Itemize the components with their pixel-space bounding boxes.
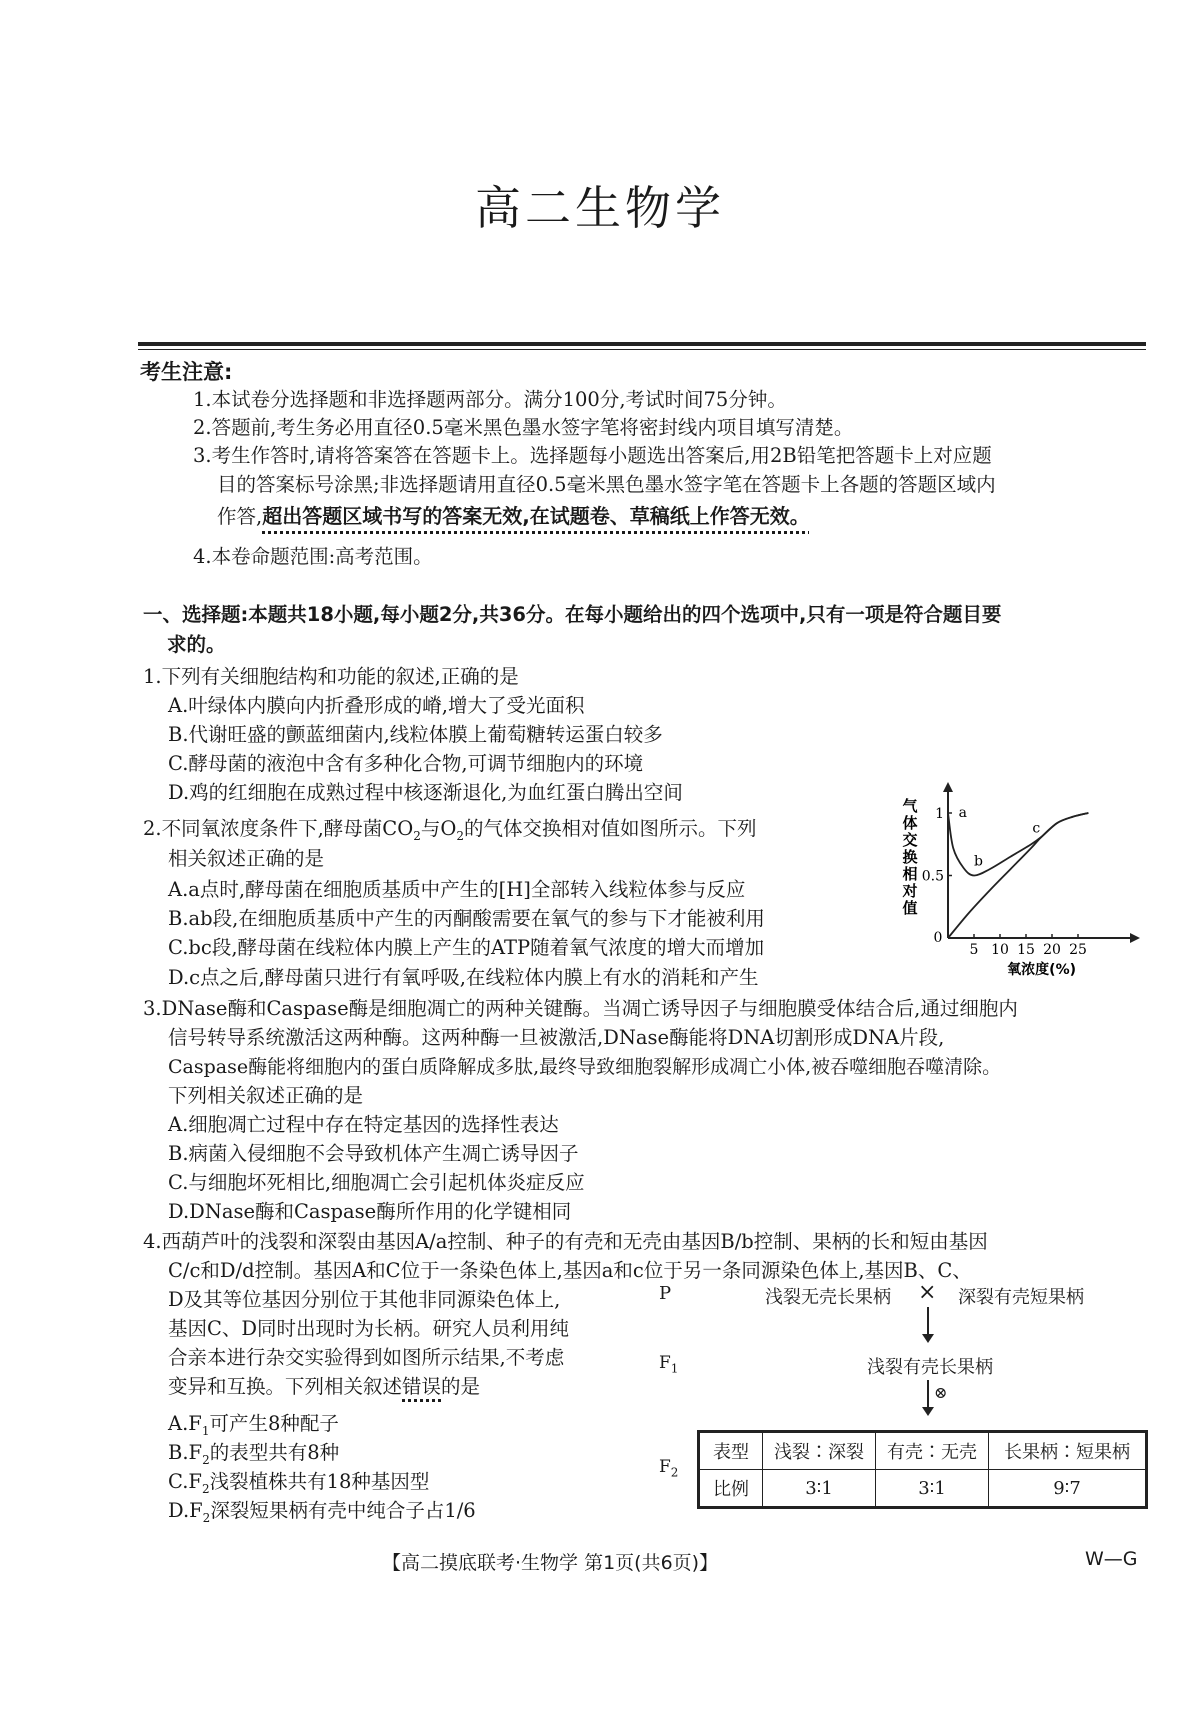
question-stem-cont: D及其等位基因分别位于其他非同源染色体上, <box>168 1288 561 1311</box>
subscript: 2 <box>456 828 464 843</box>
option-text: 浅裂植株共有18种基因型 <box>209 1470 430 1493</box>
table-row <box>699 1470 1147 1508</box>
question-stem: 1.下列有关细胞结构和功能的叙述,正确的是 <box>143 665 519 688</box>
question-stem: 3.DNase酶和Caspase酶是细胞凋亡的两种关键酶。当凋亡诱导因子与细胞膜受体结合后,通过细胞内 <box>143 997 1018 1020</box>
option: D.DNase酶和Caspase酶所作用的化学键相同 <box>168 1200 572 1223</box>
stem-part: 的气体交换相对值如图所示。下列 <box>464 817 757 840</box>
point-label: a <box>958 805 967 821</box>
question-stem-cont: 信号转导系统激活这两种酶。这两种酶一旦被激活,DNase酶能将DNA切割形成DNA片段, <box>168 1026 945 1049</box>
divider <box>138 349 1146 350</box>
subscript: 2 <box>201 1481 210 1496</box>
question-stem-cont <box>168 1373 480 1401</box>
y-tick-label: 0 <box>933 930 943 946</box>
x-axis-arrow <box>1130 933 1140 943</box>
option-text: 的表型共有8种 <box>209 1441 340 1464</box>
option: A.细胞凋亡过程中存在特定基因的选择性表达 <box>168 1113 559 1136</box>
y-axis-label-char: 换 <box>902 848 918 866</box>
table-header: 浅裂∶深裂 <box>763 1432 876 1470</box>
x-tick-label: 15 <box>1017 942 1035 958</box>
section-heading: 一、选择题:本题共18小题,每小题2分,共36分。在每小题给出的四个选项中,只有一项是符合题目要 <box>143 603 1002 626</box>
point-label: b <box>974 853 983 870</box>
subscript: 2 <box>413 828 421 843</box>
option-text: 深裂短果柄有壳中纯合子占1/6 <box>210 1499 476 1522</box>
paper-code: W—G <box>1085 1548 1138 1570</box>
y-axis-label-char: 对 <box>902 882 918 900</box>
question-stem-cont: Caspase酶能将细胞内的蛋白质降解成多肽,最终导致细胞裂解形成凋亡小体,被吞噬细胞吞噬清除。 <box>168 1056 1002 1078</box>
question-stem-cont: 相关叙述正确的是 <box>168 847 325 870</box>
divider <box>138 342 1146 346</box>
x-tick-label: 25 <box>1069 942 1087 958</box>
question-stem-cont: 基因C、D同时出现时为长柄。研究人员利用纯 <box>168 1317 570 1340</box>
parent-left: 浅裂无壳长果柄 <box>765 1287 891 1308</box>
table-cell: 3∶1 <box>876 1470 989 1508</box>
option: C.与细胞坏死相比,细胞凋亡会引起机体炎症反应 <box>168 1171 585 1194</box>
parent-right: 深裂有壳短果柄 <box>958 1287 1084 1308</box>
option-text: B.F <box>168 1441 203 1464</box>
generation-label-f1 <box>659 1353 678 1375</box>
option: D.鸡的红细胞在成熟过程中核逐渐退化,为血红蛋白腾出空间 <box>168 781 683 804</box>
option: D.c点之后,酵母菌只进行有氧呼吸,在线粒体内膜上有水的消耗和产生 <box>168 966 759 989</box>
emphasis-word: 错误 <box>402 1375 442 1398</box>
option-text: A.F <box>168 1412 202 1435</box>
option-text: 可产生8种配子 <box>209 1412 339 1435</box>
arrow-shaft <box>927 1380 929 1410</box>
option: A.a点时,酵母菌在细胞质基质中产生的[H]全部转入线粒体参与反应 <box>168 878 746 901</box>
generation-label-f2 <box>659 1457 678 1479</box>
series-line-1 <box>948 813 1088 876</box>
option: C.bc段,酵母菌在线粒体内膜上产生的ATP随着氧气浓度的增大而增加 <box>168 936 765 959</box>
cross-sign: × <box>918 1280 937 1305</box>
self-cross-sign: ⊗ <box>934 1383 948 1402</box>
subscript: 2 <box>202 1510 211 1525</box>
option <box>168 1497 476 1532</box>
option: B.代谢旺盛的颤蓝细菌内,线粒体膜上葡萄糖转运蛋白较多 <box>168 723 663 746</box>
notice-item: 1.本试卷分选择题和非选择题两部分。满分100分,考试时间75分钟。 <box>193 388 787 411</box>
question-stem: 4.西葫芦叶的浅裂和深裂由基因A/a控制、种子的有壳和无壳由基因B/b控制、果柄的长和短由基因 <box>143 1230 988 1253</box>
notice-item: 3.考生作答时,请将答案答在答题卡上。选择题每小题选出答案后,用2B铅笔把答题卡上对应题 <box>193 444 992 467</box>
x-axis-label: 氧浓度(%) <box>1007 962 1077 978</box>
notice-item: 目的答案标号涂黑;非选择题请用直径0.5毫米黑色墨水签字笔在答题卡上各题的答题区域内 <box>217 473 996 496</box>
subscript: 1 <box>670 1361 679 1376</box>
section-heading-cont: 求的。 <box>167 633 226 656</box>
x-tick-label: 20 <box>1043 942 1061 958</box>
subscript: 2 <box>202 1452 210 1467</box>
table-cell: 比例 <box>699 1470 763 1508</box>
question-stem-cont: C/c和D/d控制。基因A和C位于一条染色体上,基因a和c位于另一条同源染色体上,基因B、C、 <box>168 1259 972 1282</box>
y-axis-label-char: 体 <box>902 814 918 832</box>
stem-part: 与O <box>420 817 457 840</box>
f1-phenotype: 浅裂有壳长果柄 <box>867 1357 993 1378</box>
f2-ratio-table <box>697 1430 1148 1509</box>
x-tick-label: 5 <box>969 942 979 958</box>
page-title: 高二生物学 <box>475 181 725 235</box>
page-footer: 【高二摸底联考·生物学 第1页(共6页)】 <box>382 1552 719 1574</box>
notice-emphasis: 超出答题区域书写的答案无效,在试题卷、草稿纸上作答无效。 <box>262 504 810 528</box>
label-text: F <box>659 1457 671 1477</box>
y-axis-label-char: 值 <box>902 899 918 917</box>
option-text: D.F <box>168 1499 203 1522</box>
table-cell: 9∶7 <box>989 1470 1147 1508</box>
y-axis-label-char: 相 <box>902 865 918 883</box>
y-axis-arrow <box>943 782 953 792</box>
notice-text: 作答, <box>217 505 263 528</box>
series-line-2 <box>948 813 1088 938</box>
arrow-head <box>922 1334 934 1343</box>
option: A.叶绿体内膜向内折叠形成的嵴,增大了受光面积 <box>168 694 585 717</box>
gas-exchange-chart <box>880 780 1160 980</box>
arrow-shaft <box>927 1307 929 1337</box>
subscript: 2 <box>670 1465 679 1480</box>
x-tick-label: 10 <box>991 942 1009 958</box>
y-tick-label: 1 <box>935 806 944 822</box>
stem-part: 的是 <box>441 1375 481 1398</box>
y-axis-label-char: 交 <box>902 831 918 849</box>
table-header: 有壳∶无壳 <box>876 1432 989 1470</box>
option: B.病菌入侵细胞不会导致机体产生凋亡诱导因子 <box>168 1142 579 1165</box>
stem-part: 变异和互换。下列相关叙述 <box>168 1375 403 1398</box>
notice-item: 2.答题前,考生务必用直径0.5毫米黑色墨水签字笔将密封线内项目填写清楚。 <box>193 416 854 439</box>
table-header-row <box>699 1432 1147 1470</box>
question-stem-cont: 下列相关叙述正确的是 <box>168 1084 364 1107</box>
table-cell: 3∶1 <box>763 1470 876 1508</box>
option: C.酵母菌的液泡中含有多种化合物,可调节细胞内的环境 <box>168 752 644 775</box>
generation-label-p: P <box>659 1283 672 1304</box>
option: B.ab段,在细胞质基质中产生的丙酮酸需要在氧气的参与下才能被利用 <box>168 907 765 930</box>
point-label: c <box>1032 820 1041 837</box>
table-header: 长果柄∶短果柄 <box>989 1432 1147 1470</box>
notice-item <box>217 502 810 531</box>
label-text: F <box>659 1353 671 1373</box>
notice-heading: 考生注意: <box>140 360 233 384</box>
table-header: 表型 <box>699 1432 763 1470</box>
arrow-head <box>922 1407 934 1416</box>
y-axis-label-char: 气 <box>902 797 918 815</box>
option-text: C.F <box>168 1470 202 1493</box>
question-stem-cont: 合亲本进行杂交实验得到如图所示结果,不考虑 <box>168 1346 565 1369</box>
stem-part: 2.不同氧浓度条件下,酵母菌CO <box>143 817 414 840</box>
subscript: 1 <box>201 1423 210 1438</box>
notice-item: 4.本卷命题范围:高考范围。 <box>193 545 433 568</box>
y-tick-label: 0.5 <box>921 868 944 885</box>
